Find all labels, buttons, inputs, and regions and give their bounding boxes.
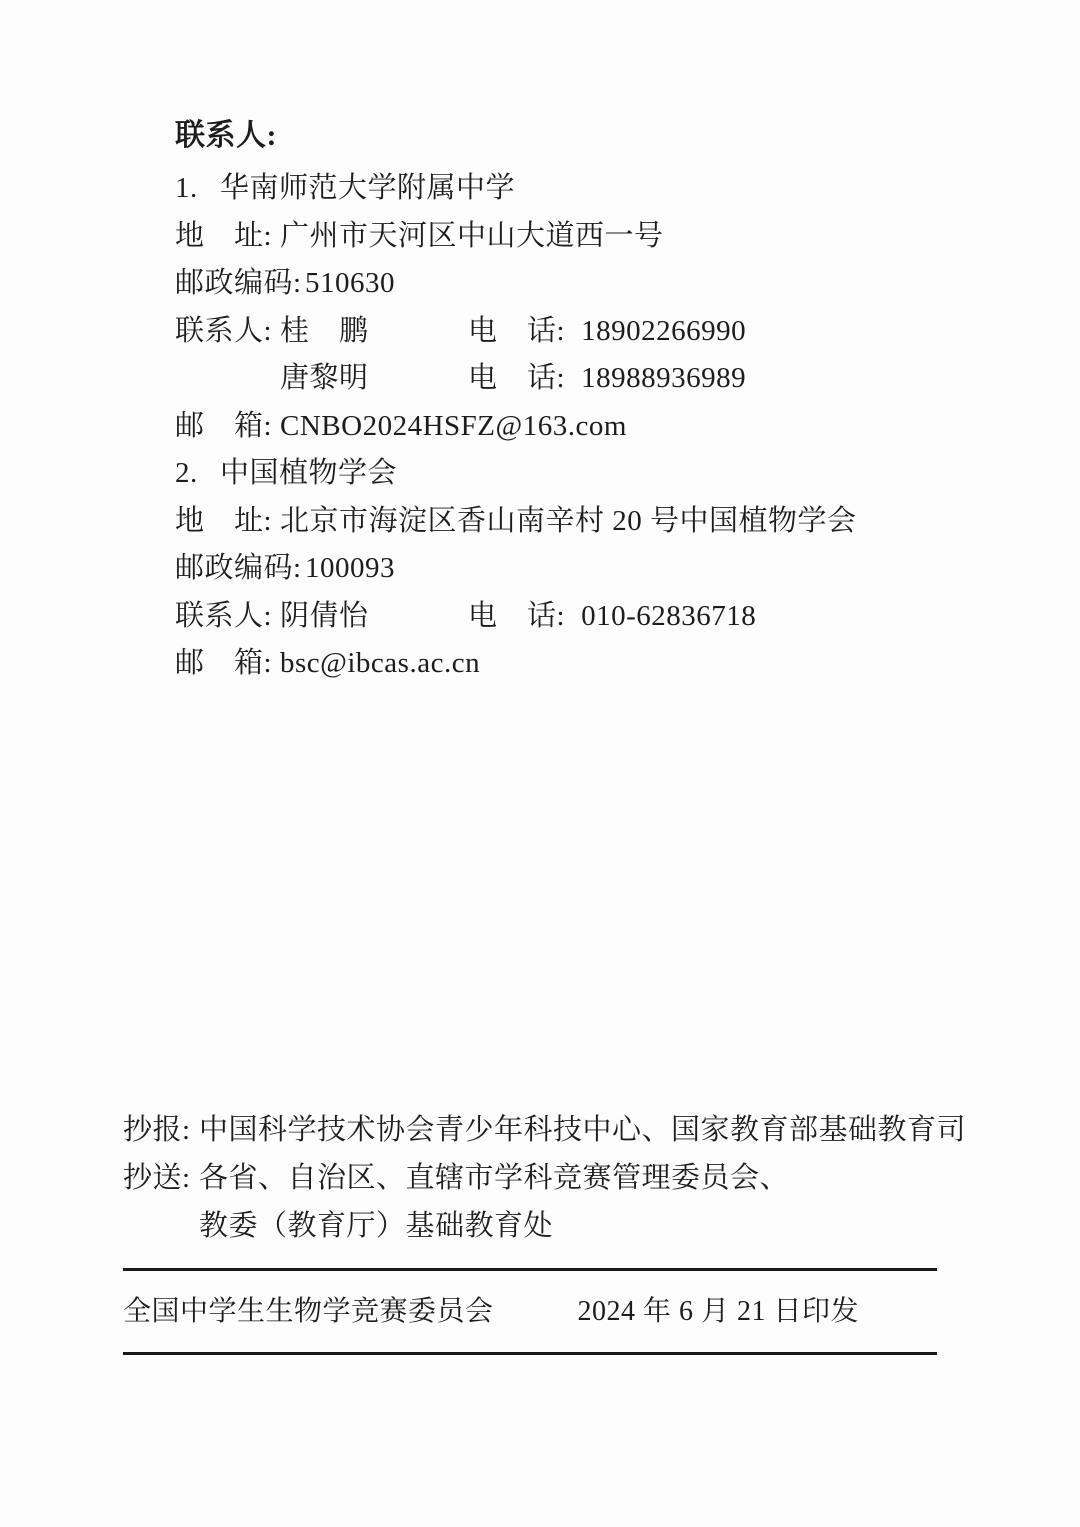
contacts-section	[175, 112, 1000, 688]
cc-report-text: 中国科学技术协会青少年科技中心、国家教育部基础教育司	[199, 1114, 967, 1146]
cc-send-label: 抄送:	[123, 1162, 191, 1194]
org-2-contact-row-1	[175, 593, 1000, 641]
cc-send-text-1: 各省、自治区、直辖市学科竞赛管理委员会、	[199, 1162, 790, 1194]
phone-label: 电 话:	[468, 314, 566, 347]
contact-name: 唐黎明	[280, 362, 369, 394]
cc-send-text-2: 教委（教育厅）基础教育处	[199, 1210, 554, 1242]
org-1-postcode-row	[175, 260, 1000, 308]
org-1-number: 1.	[175, 172, 198, 204]
org-2-number: 2.	[175, 457, 198, 489]
postcode-label: 邮政编码:	[175, 267, 302, 299]
contacts-heading: 联系人:	[175, 119, 277, 152]
org-1-name: 华南师范大学附属中学	[220, 172, 516, 204]
phone-value: 18902266990	[581, 314, 747, 347]
org-1-contact-row-1	[175, 308, 1000, 356]
footer-print-date: 2024 年 6 月 21 日印发	[577, 1296, 859, 1327]
email-value: CNBO2024HSFZ@163.com	[280, 409, 627, 442]
postcode-label: 邮政编码:	[175, 552, 302, 584]
address-label: 地 址:	[175, 504, 273, 537]
org-2-address-row	[175, 498, 1000, 546]
org-1-email-row	[175, 403, 1000, 451]
phone-value: 010-62836718	[581, 599, 757, 632]
email-label: 邮 箱:	[175, 409, 273, 442]
contact-label: 联系人:	[175, 599, 273, 632]
cc-report-row	[123, 1106, 1020, 1154]
address-label: 地 址:	[175, 219, 273, 252]
cc-report-label: 抄报:	[123, 1114, 191, 1146]
phone-label: 电 话:	[468, 599, 566, 632]
org-2-postcode-row	[175, 545, 1000, 593]
contact-name: 桂 鹏	[280, 314, 369, 347]
contact-label: 联系人:	[175, 314, 273, 347]
phone-value: 18988936989	[581, 362, 747, 394]
phone-label: 电 话:	[468, 362, 566, 394]
footer-row	[123, 1271, 937, 1352]
postcode-value: 510630	[305, 267, 395, 299]
address-value: 北京市海淀区香山南辛村 20 号中国植物学会	[280, 504, 857, 537]
footer-section	[123, 1268, 937, 1355]
contact-name: 阴倩怡	[280, 599, 369, 632]
cc-send-row-1	[123, 1154, 1020, 1202]
org-1-title	[175, 165, 1000, 213]
org-2-name: 中国植物学会	[220, 457, 398, 489]
org-1-address-row	[175, 213, 1000, 261]
org-2-email-row	[175, 640, 1000, 688]
email-value: bsc@ibcas.ac.cn	[280, 647, 481, 679]
org-1-contact-row-2	[175, 355, 1000, 403]
email-label: 邮 箱:	[175, 647, 273, 679]
address-value: 广州市天河区中山大道西一号	[280, 219, 664, 252]
cc-section	[123, 1106, 1020, 1250]
footer-issuer: 全国中学生生物学竞赛委员会	[123, 1296, 494, 1327]
org-2-title	[175, 450, 1000, 498]
postcode-value: 100093	[305, 552, 395, 584]
cc-send-row-2	[123, 1202, 1020, 1250]
